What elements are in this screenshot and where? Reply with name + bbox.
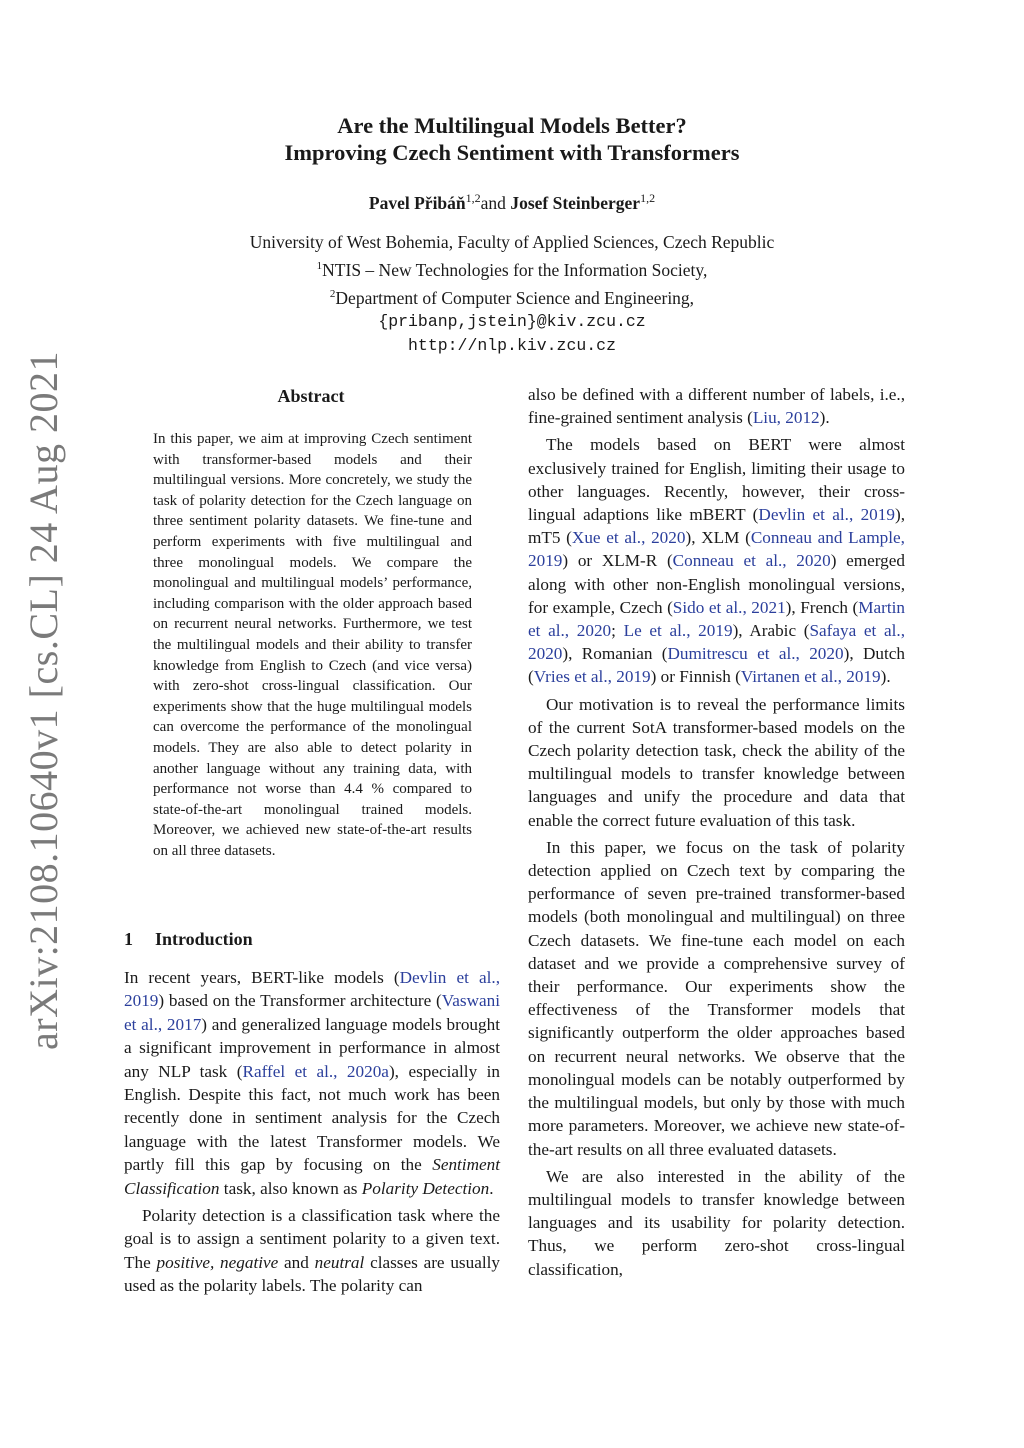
intro-paragraph-2 [124, 1204, 500, 1298]
author-list [0, 186, 1024, 215]
italic-term: Polarity Detection [361, 1178, 490, 1198]
affil-sup-2: 2 [329, 287, 336, 300]
affiliations [0, 230, 1024, 358]
text: In recent years, BERT-like models ( [124, 968, 400, 987]
abstract-text: In this paper, we aim at improving Czech sentiment with transformer-based models and their multilingual versions. More concretely, we study the task of polarity detection for the Czech language on three sentiment polarity datasets. We fine-tune and perform experiments with five multilingual and three monolingual models. We compare the monolingual and multilingual models’ performance, including comparison with the older approach based on recurrent neural networks. Furthermore, we test the multilingual models and their ability to transfer knowledge from English to Czech (and vice versa) with zero-shot cross-lingual classification. Our experiments show that the huge multilingual models can overcome the performance of the monolingual models. They are also able to detect polarity in another language without any training data, with performance not worse than 4.4 % compared to state-of-the-art monolingual trained models. Moreover, we achieved new state-of-the-art results on all three datasets. [153, 431, 472, 859]
text: ), Romanian ( [562, 644, 668, 664]
section-number: 1 [124, 929, 133, 949]
text: ), mT5 ( [528, 505, 905, 548]
citation-link[interactable]: Vries et al., 2019 [533, 667, 651, 687]
citation-link[interactable]: Devlin et al., 2019 [758, 505, 895, 525]
citation-link[interactable]: Virtanen et al., 2019 [740, 667, 881, 687]
citation-link[interactable]: Conneau et al., 2020 [672, 551, 831, 571]
paper-title [0, 112, 1024, 166]
citation-link[interactable]: Safaya et al., 2020 [528, 621, 906, 664]
text: also be defined with a different number of labels, i.e., fine-grained sentiment analysis ( [528, 385, 905, 428]
text: ), XLM ( [685, 528, 751, 548]
text: ), Dutch ( [528, 644, 905, 687]
affil-ntis-text: NTIS – New Technologies for the Information Society, [322, 259, 708, 280]
right-column-body [528, 383, 905, 1281]
text: ; [611, 621, 624, 641]
text: ) and generalized language models brought a significant improvement in performance in almost any NLP task ( [124, 1014, 500, 1081]
right-paragraph-continuation [528, 383, 905, 429]
text: ) or XLM-R ( [562, 551, 673, 571]
arxiv-sidebar-id: arXiv:2108.10640v1 [cs.CL] 24 Aug 2021 [21, 351, 66, 1050]
citation-link[interactable]: Martin et al., 2020 [528, 597, 905, 641]
affil-sup-1: 1 [316, 260, 323, 272]
affiliation-university: University of West Bohemia, Faculty of Applied Sciences, Czech Republic [249, 232, 775, 252]
affiliation-department [0, 282, 1024, 310]
abstract-heading: Abstract [277, 386, 345, 406]
italic-term: neutral [314, 1252, 365, 1272]
citation-link[interactable]: Vaswani et al., 2017 [124, 991, 500, 1034]
citation-link[interactable]: Devlin et al., 2019 [124, 968, 500, 1011]
title-line-2: Improving Czech Sentiment with Transformers [284, 140, 740, 165]
author-1-affil-sup: 1,2 [465, 191, 481, 205]
author-2-affil-sup: 1,2 [640, 191, 656, 205]
left-column-body [124, 966, 500, 1298]
text: ), Arabic ( [732, 621, 810, 641]
right-paragraph-transfer: We are also interested in the ability of the multilingual models to transfer knowledge between languages and its usability for polarity detection. Thus, we perform zero-shot cross-lingual classification, [528, 1166, 905, 1279]
author-and: and [480, 192, 506, 213]
text: ), especially in English. Despite this fact, not much work has been recently done in sentiment analysis for the Czech language with the latest Transformer models. We partly fill this gap by focusing on the [124, 1061, 501, 1175]
affil-dept-text: Department of Computer Science and Engineering, [335, 287, 695, 308]
citation-link[interactable]: Raffel et al., 2020a [242, 1061, 389, 1081]
text: ) or Finnish ( [650, 667, 741, 687]
text: The models based on BERT were almost exclusively trained for English, limiting their usage to other languages. Recently, however, their cross-lingual adaptions like mBERT ( [528, 435, 905, 525]
text: ). [880, 667, 891, 687]
citation-link[interactable]: Conneau and Lample, 2019 [528, 528, 905, 571]
right-paragraph-motivation: Our motivation is to reveal the performance limits of the current SotA transformer-based models on the Czech polarity detection task, check the ability of the multilingual models to transfer knowledge between languages and unify the procedure and data that enable the correct future evaluation of this task. [528, 694, 905, 830]
citation-link[interactable]: Xue et al., 2020 [571, 528, 686, 548]
group-url[interactable]: http://nlp.kiv.zcu.cz [408, 335, 616, 355]
citation-link[interactable]: Liu, 2012 [752, 408, 820, 428]
text: ) based on the Transformer architecture ( [158, 991, 442, 1011]
intro-paragraph-1 [124, 966, 500, 1200]
text: . [489, 1178, 494, 1198]
right-paragraph-models [528, 433, 905, 688]
italic-term: positive, negative [156, 1252, 279, 1272]
section-heading-introduction [124, 928, 498, 950]
right-paragraph-focus: In this paper, we focus on the task of polarity detection applied on Czech text by comparing the performance of seven pre-trained transformer-based models (both monolingual and multilingual) on three Czech datasets. We fine-tune each model on each dataset and we provide a comprehensive survey of their performance. Our experiments show the effectiveness of the Transformer models that significantly outperform the older approaches based on recurrent neural networks. We observe that the monolingual models can be notably outperformed by the multilingual models, but only by those with much more parameters. Moreover, we achieve new state-of-the-art results on all three evaluated datasets. [528, 837, 905, 1159]
author-2: Josef Steinberger [510, 192, 641, 213]
section-title: Introduction [155, 929, 253, 949]
text: and [278, 1252, 315, 1272]
citation-link[interactable]: Dumitrescu et al., 2020 [667, 644, 844, 664]
text: ), French ( [785, 597, 859, 617]
text: ) emerged along with other non-English monolingual versions, for example, Czech ( [528, 551, 905, 617]
affiliation-ntis [0, 254, 1024, 282]
italic-term: Sentiment Classification [124, 1155, 500, 1198]
text: Polarity detection is a classification task where the goal is to assign a sentiment polarity to a given text. The [124, 1206, 500, 1272]
title-line-1: Are the Multilingual Models Better? [337, 113, 687, 138]
author-emails: {pribanp,jstein}@kiv.zcu.cz [378, 311, 646, 331]
text: task, also known as [219, 1178, 362, 1198]
citation-link[interactable]: Sido et al., 2021 [672, 597, 786, 617]
author-1: Pavel Přibáň [368, 192, 466, 213]
citation-link[interactable]: Le et al., 2019 [623, 621, 733, 641]
text: ). [819, 408, 830, 428]
text: classes are usually used as the polarity labels. The polarity can [124, 1252, 500, 1296]
